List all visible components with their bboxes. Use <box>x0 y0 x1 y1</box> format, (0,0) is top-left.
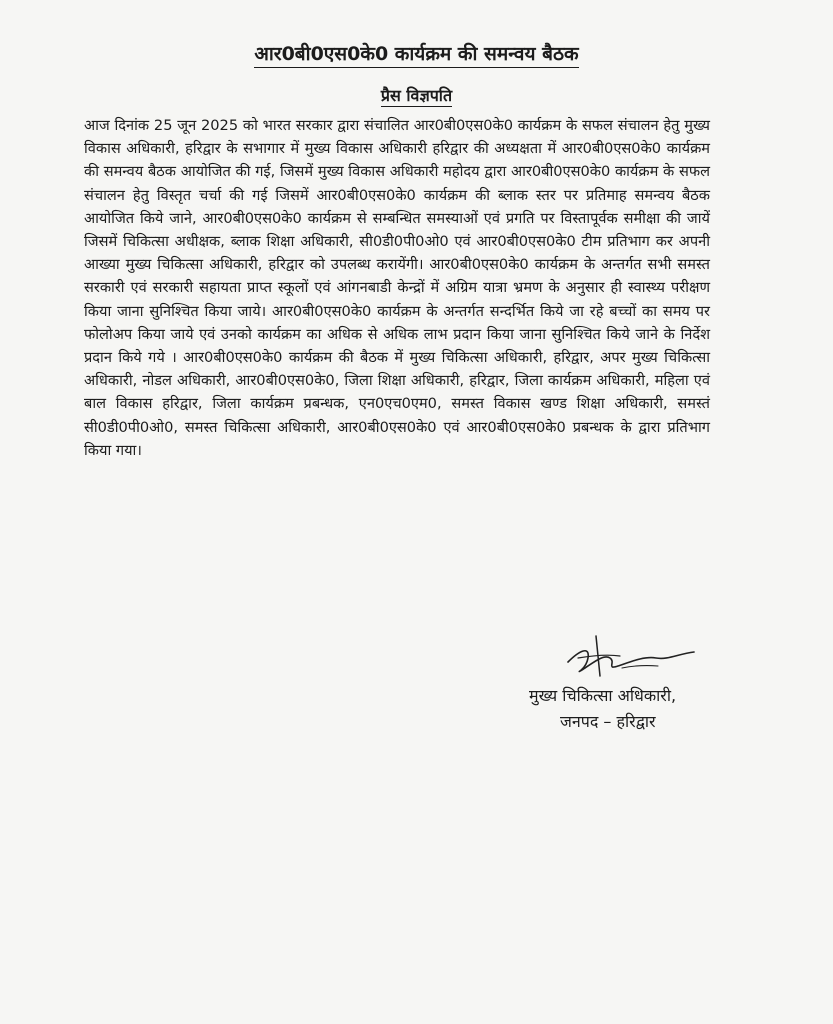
signature-image <box>560 632 700 684</box>
document-subtitle-text: प्रैस विज्ञपति <box>380 86 453 105</box>
press-release-body: आज दिनांक 25 जून 2025 को भारत सरकार द्वारा संचालित आर0बी0एस0के0 कार्यक्रम के सफल संचालन हेतु मुख्य विकास अधिकारी, हरिद्वार के सभागार में मुख्य विकास अधिकारी हरिद्वार की अध्यक्षता में आर0बी0एस0के0 कार्यक्रम की समन्वय बैठक आयोजित की गई, जिसमें मुख्य विकास अधिकारी महोदय द्वारा आर0बी0एस0के0 कार्यक्रम के सफल संचालन हेतु विस्तृत चर्चा की गई जिसमें आर0बी0एस0के0 कार्यक्रम की ब्लाक स्तर पर प्रतिमाह समन्वय बैठक आयोजित किये जाने, आर0बी0एस0के0 कार्यक्रम से सम्बन्धित समस्याओं एवं प्रगति पर विस्तापूर्वक समीक्षा की जायें जिसमें चिकित्सा अधीक्षक, ब्लाक शिक्षा अधिकारी, सी0डी0पी0ओ0 एवं आर0बी0एस0के0 टीम प्रतिभाग कर अपनी आख्या मुख्य चिकित्सा अधिकारी, हरिद्वार को उपलब्ध करायेंगी। आर0बी0एस0के0 कार्यक्रम के अन्तर्गत सभी समस्त सरकारी एवं सरकारी सहायता प्राप्त स्कूलों एवं आंगनबाडी केन्द्रों में अग्रिम यात्रा भ्रमण के अनुसार ही स्वास्थ्य परीक्षण किया जाना सुनिश्चित किया जाये। आर0बी0एस0के0 कार्यक्रम के अन्तर्गत सन्दर्भित किये जा रहे बच्चों का समय पर फोलोअप किया जाये एवं उनको कार्यक्रम का अधिक से अधिक लाभ प्रदान किया जाना सुनिश्चित किये जाने के निर्देश प्रदान किये गये । आर0बी0एस0के0 कार्यक्रम की बैठक में मुख्य चिकित्सा अधिकारी, हरिद्वार, अपर मुख्य चिकित्सा अधिकारी, नोडल अधिकारी, आर0बी0एस0के0, जिला शिक्षा अधिकारी, हरिद्वार, जिला कार्यक्रम अधिकारी, महिला एवं बाल विकास हरिद्वार, जिला कार्यक्रम प्रबन्धक, एन0एच0एम0, समस्त विकास खण्ड शिक्षा अधिकारी, समस्तं सी0डी0पी0ओ0, समस्त चिकित्सा अधिकारी, आर0बी0एस0के0 एवं आर0बी0एस0के0 प्रबन्धक के द्वारा प्रतिभाग किया गया। <box>84 117 710 459</box>
signatory-place: जनपद – हरिद्वार <box>560 712 656 731</box>
document-title-text: आर0बी0एस0के0 कार्यक्रम की समन्वय बैठक <box>254 43 578 68</box>
signatory-title: मुख्य चिकित्सा अधिकारी, <box>529 686 677 705</box>
document-subtitle <box>0 84 833 106</box>
document-title <box>0 40 833 66</box>
